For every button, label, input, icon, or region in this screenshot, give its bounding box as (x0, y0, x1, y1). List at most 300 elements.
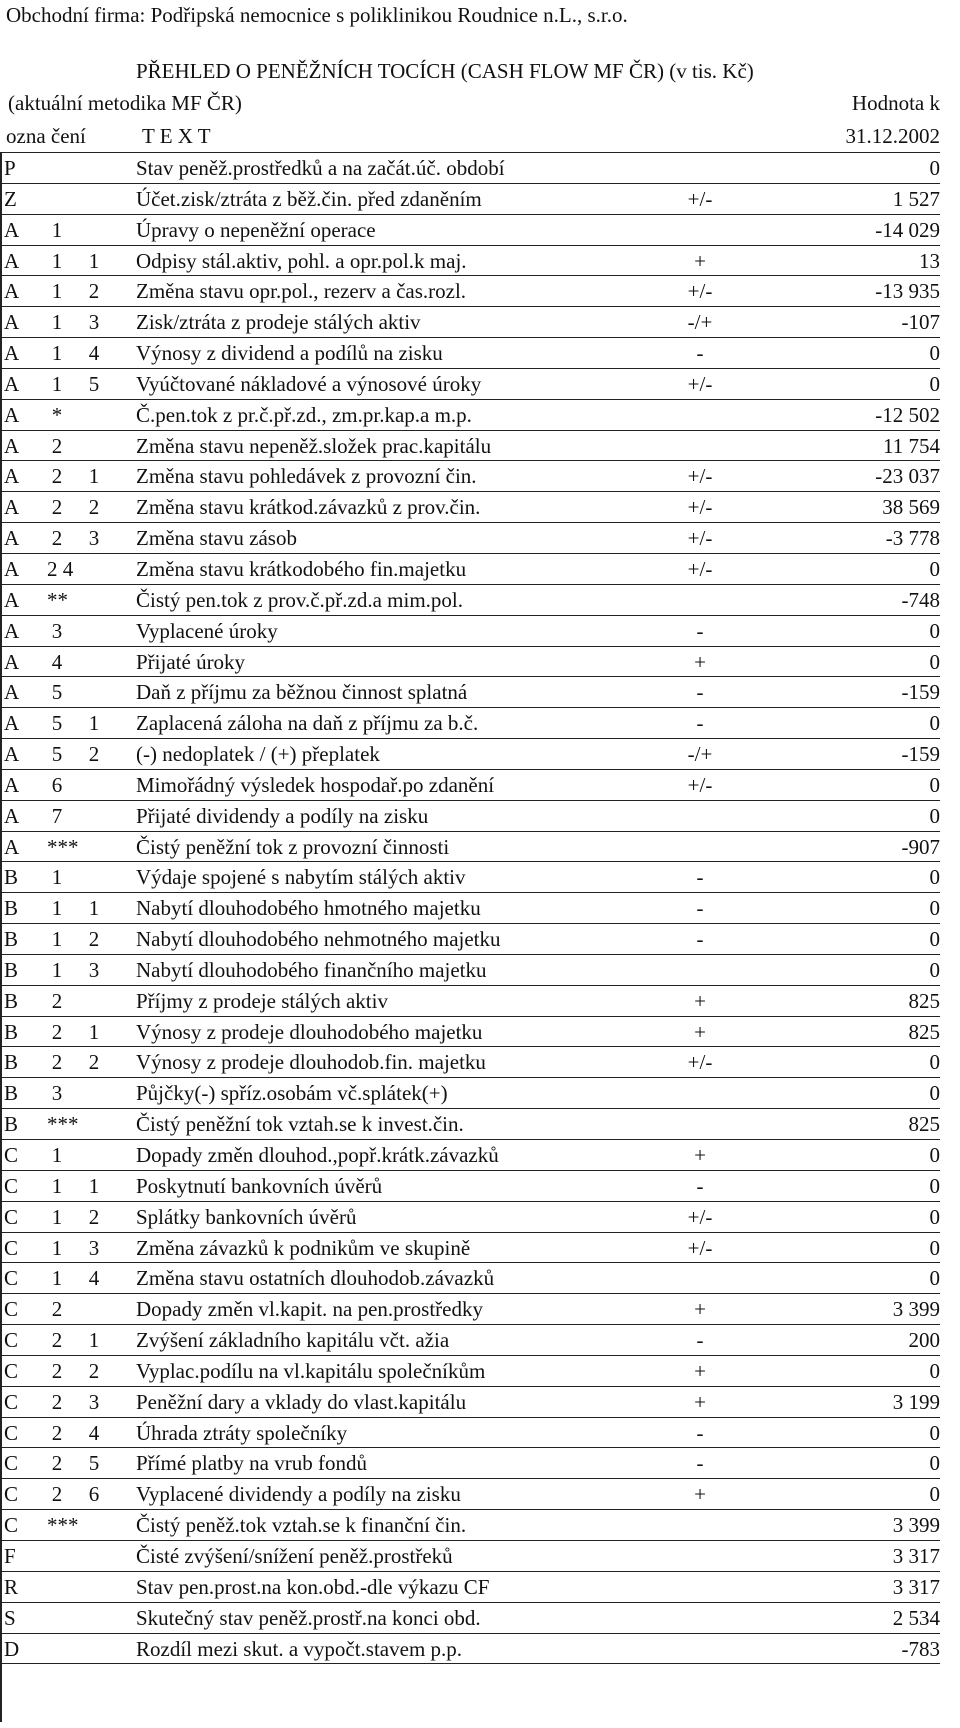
row-value: 0 (929, 711, 940, 736)
row-text: Výnosy z prodeje dlouhodobého majetku (136, 1019, 483, 1044)
table-row (0, 677, 940, 708)
row-code-1: 1 (51, 310, 63, 335)
row-value: 0 (929, 1173, 940, 1198)
code-column-label: ozna čení (6, 124, 86, 148)
table-row (0, 1294, 940, 1325)
row-type: F (4, 1543, 16, 1568)
row-type: A (4, 341, 20, 366)
row-code-1: 1 (51, 957, 63, 982)
row-sign: -/+ (687, 310, 713, 335)
row-type: A (4, 217, 20, 242)
table-row (0, 338, 940, 369)
row-sign: +/- (687, 526, 713, 551)
row-type: Z (4, 186, 17, 211)
row-code-2: 3 (88, 310, 100, 335)
row-text: Č.pen.tok z pr.č.př.zd., zm.pr.kap.a m.p. (136, 402, 472, 427)
row-type: A (4, 248, 20, 273)
row-text: Dopady změn vl.kapit. na pen.prostředky (136, 1297, 483, 1322)
row-value: 0 (929, 556, 940, 581)
row-sign: + (694, 649, 706, 674)
row-sign: -/+ (687, 742, 713, 767)
row-type: C (4, 1235, 19, 1260)
table-row (0, 153, 940, 184)
row-code-1: 2 (51, 464, 63, 489)
row-code-1: 1 (51, 927, 63, 952)
row-code-2: 3 (88, 1235, 100, 1260)
row-code-1: 7 (51, 803, 63, 828)
row-text: Přijaté úroky (136, 649, 246, 674)
row-type: C (4, 1482, 19, 1507)
row-text: Změna stavu pohledávek z provozní čin. (136, 464, 477, 489)
row-sign: - (696, 927, 704, 952)
row-text: Odpisy stál.aktiv, pohl. a opr.pol.k maj. (136, 248, 467, 273)
table-row (0, 708, 940, 739)
row-type: C (4, 1173, 19, 1198)
row-value: 3 317 (892, 1574, 940, 1599)
row-text: Zisk/ztráta z prodeje stálých aktiv (136, 310, 421, 335)
table-row (0, 1233, 940, 1264)
row-value: 2 534 (892, 1605, 940, 1630)
row-value: 0 (929, 927, 940, 952)
row-value: -13 935 (875, 279, 940, 304)
date-column-label: 31.12.2002 (845, 124, 940, 148)
row-code-1: *** (47, 1513, 79, 1538)
row-code-1: 5 (51, 711, 63, 736)
row-value: 3 399 (892, 1297, 940, 1322)
row-sign: - (696, 1328, 704, 1353)
row-code-1: 1 (51, 279, 63, 304)
table-row (0, 862, 940, 893)
table-row (0, 1171, 940, 1202)
row-value: 0 (929, 865, 940, 890)
table-row (0, 554, 940, 585)
row-code-2: 2 (88, 1050, 100, 1075)
table-row (0, 1541, 940, 1572)
row-text: Zaplacená záloha na daň z příjmu za b.č. (136, 711, 479, 736)
table-row (0, 461, 940, 492)
row-text: Nabytí dlouhodobého nehmotného majetku (136, 927, 501, 952)
row-text: Nabytí dlouhodobého finančního majetku (136, 957, 487, 982)
text-column-label: T E X T (142, 124, 211, 148)
row-value: 0 (929, 1204, 940, 1229)
row-code-1: 1 (51, 1143, 63, 1167)
table-row (0, 1047, 940, 1078)
table-row (0, 1418, 940, 1449)
row-sign: + (694, 1297, 706, 1322)
row-code-2: 3 (88, 1389, 100, 1414)
table-row (0, 739, 940, 770)
company-name: Obchodní firma: Podřipská nemocnice s poliklinikou Roudnice n.L., s.r.o. (6, 3, 628, 27)
row-value: 0 (929, 1420, 940, 1445)
row-value: -107 (901, 310, 940, 335)
row-text: (-) nedoplatek / (+) přeplatek (136, 742, 380, 767)
row-sign: + (694, 1389, 706, 1414)
table-row (0, 1140, 940, 1171)
table-row (0, 246, 940, 277)
row-value: 825 (908, 1019, 940, 1044)
row-text: Splátky bankovních úvěrů (136, 1204, 357, 1229)
row-type: S (4, 1605, 16, 1630)
table-row (0, 1109, 940, 1140)
table-row (0, 1510, 940, 1541)
row-type: B (4, 957, 19, 982)
row-text: Změna stavu krátkod.závazků z prov.čin. (136, 495, 481, 520)
table-row (0, 307, 940, 338)
table-row (0, 893, 940, 924)
row-value: 0 (929, 1266, 940, 1291)
row-sign: + (694, 1482, 706, 1507)
table-row (0, 1356, 940, 1387)
table-row (0, 832, 940, 863)
row-type: A (4, 464, 20, 489)
row-sign: - (696, 1173, 704, 1198)
row-type: A (4, 279, 20, 304)
row-type: C (4, 1328, 19, 1353)
table-row (0, 1572, 940, 1603)
row-code-1: 1 (51, 248, 63, 273)
value-column-label: Hodnota k (851, 91, 940, 115)
row-type: B (4, 1081, 19, 1106)
row-type: P (4, 156, 16, 180)
row-code-1: 1 (51, 341, 63, 366)
row-text: Vyúčtované nákladové a výnosové úroky (136, 371, 482, 396)
row-code-1: 1 (51, 1173, 63, 1198)
row-text: Účet.zisk/ztráta z běž.čin. před zdaněním (136, 186, 482, 211)
row-sign: + (694, 1019, 706, 1044)
table-row (0, 1017, 940, 1048)
row-text: Vyplacené úroky (136, 618, 278, 643)
row-value: 0 (929, 371, 940, 396)
row-sign: + (694, 1143, 706, 1167)
table-row (0, 431, 940, 462)
table-row (0, 492, 940, 523)
row-value: 0 (929, 156, 940, 180)
row-sign: +/- (687, 371, 713, 396)
table-row (0, 1479, 940, 1510)
table-row (0, 986, 940, 1017)
row-type: R (4, 1574, 19, 1599)
row-value: 0 (929, 618, 940, 643)
table-row (0, 1263, 940, 1294)
row-text: Stav pen.prost.na kon.obd.-dle výkazu CF (136, 1574, 490, 1599)
row-value: 0 (929, 1358, 940, 1383)
row-value: 13 (919, 248, 940, 273)
row-value: -159 (901, 680, 940, 705)
row-text: Vyplacené dividendy a podíly na zisku (136, 1482, 461, 1507)
row-text: Mimořádný výsledek hospodař.po zdanění (136, 772, 495, 797)
row-value: 0 (929, 896, 940, 921)
row-code-1: 2 (51, 988, 63, 1013)
table-row (0, 1448, 940, 1479)
row-text: Vyplac.podílu na vl.kapitálu společníkům (136, 1358, 486, 1383)
row-code-1: *** (47, 1112, 79, 1137)
row-code-2: 2 (88, 927, 100, 952)
row-sign: - (696, 341, 704, 366)
row-text: Čistý peněž.tok vztah.se k finanční čin. (136, 1513, 467, 1538)
row-code-2: 2 (88, 742, 100, 767)
row-code-1: 3 (51, 618, 63, 643)
row-text: Úpravy o nepeněžní operace (136, 217, 376, 242)
row-type: A (4, 772, 20, 797)
table-row (0, 585, 940, 616)
row-code-1: 1 (51, 371, 63, 396)
row-type: A (4, 803, 20, 828)
row-code-2: 1 (88, 464, 100, 489)
statement-title: PŘEHLED O PENĚŽNÍCH TOCÍCH (CASH FLOW MF ČR) (v tis. Kč) (136, 59, 754, 83)
row-type: A (4, 587, 20, 612)
row-text: Peněžní dary a vklady do vlast.kapitálu (136, 1389, 467, 1414)
row-code-1: 1 (51, 1204, 63, 1229)
row-value: -14 029 (875, 217, 940, 242)
row-code-1: 1 (51, 865, 63, 890)
row-value: 3 199 (892, 1389, 940, 1414)
row-code-2: 4 (88, 341, 100, 366)
table-row (0, 1325, 940, 1356)
row-text: Čistý peněžní tok vztah.se k invest.čin. (136, 1112, 464, 1137)
row-text: Stav peněž.prostředků a na začát.úč. období (136, 156, 505, 180)
row-sign: +/- (687, 186, 713, 211)
row-code-2: 1 (88, 1019, 100, 1044)
row-code-1: 2 (51, 526, 63, 551)
row-type: A (4, 433, 20, 458)
row-sign: - (696, 1420, 704, 1445)
row-type: A (4, 371, 20, 396)
row-text: Změna závazků k podnikům ve skupině (136, 1235, 471, 1260)
table-row (0, 369, 940, 400)
row-value: -3 778 (885, 526, 940, 551)
row-type: C (4, 1420, 19, 1445)
table-row (0, 801, 940, 832)
row-text: Změna stavu opr.pol., rezerv a čas.rozl. (136, 279, 467, 304)
row-code-2: 5 (88, 371, 100, 396)
row-code-1: 6 (51, 772, 63, 797)
row-sign: - (696, 896, 704, 921)
row-sign: - (696, 618, 704, 643)
row-sign: - (696, 680, 704, 705)
row-sign: - (696, 711, 704, 736)
row-sign: + (694, 1358, 706, 1383)
row-code-1: 2 (51, 1451, 63, 1476)
row-code-2: 3 (88, 526, 100, 551)
row-code-1: 1 (51, 1235, 63, 1260)
row-code-2: 5 (88, 1451, 100, 1476)
row-value: 0 (929, 1451, 940, 1476)
table-row (0, 215, 940, 246)
methodology-label: (aktuální metodika MF ČR) (8, 91, 242, 115)
row-text: Zvýšení základního kapitálu včt. ažia (136, 1328, 450, 1353)
row-type: C (4, 1143, 19, 1167)
row-value: 0 (929, 1050, 940, 1075)
row-code-1: 5 (51, 742, 63, 767)
table-row (0, 616, 940, 647)
row-code-1: 2 (51, 1358, 63, 1383)
row-type: A (4, 649, 20, 674)
row-type: B (4, 927, 19, 952)
row-code-1: 2 (51, 495, 63, 520)
row-value: 0 (929, 803, 940, 828)
row-value: 200 (908, 1328, 940, 1353)
row-value: 0 (929, 341, 940, 366)
row-sign: +/- (687, 1050, 713, 1075)
row-sign: +/- (687, 464, 713, 489)
row-text: Změna stavu ostatních dlouhodob.závazků (136, 1266, 495, 1291)
row-type: C (4, 1204, 19, 1229)
table-row (0, 647, 940, 678)
row-value: 0 (929, 957, 940, 982)
row-text: Čisté zvýšení/snížení peněž.prostřeků (136, 1543, 453, 1568)
row-value: -159 (901, 742, 940, 767)
row-code-2: 1 (88, 1173, 100, 1198)
header-row-1 (0, 88, 940, 119)
table-row (0, 955, 940, 986)
row-value: 0 (929, 1143, 940, 1167)
row-value: -907 (901, 834, 940, 859)
row-code-1: 5 (51, 680, 63, 705)
row-type: A (4, 526, 20, 551)
row-code-2: 4 (88, 1266, 100, 1291)
row-type: A (4, 680, 20, 705)
row-text: Výnosy z dividend a podílů na zisku (136, 341, 443, 366)
row-value: 1 527 (892, 186, 940, 211)
table-row (0, 400, 940, 431)
row-code-1: 3 (51, 1081, 63, 1106)
row-text: Výnosy z prodeje dlouhodob.fin. majetku (136, 1050, 486, 1075)
row-value: -783 (901, 1636, 940, 1661)
row-text: Nabytí dlouhodobého hmotného majetku (136, 896, 481, 921)
row-value: 0 (929, 1235, 940, 1260)
row-type: B (4, 988, 19, 1013)
row-code-1: 2 (51, 1297, 63, 1322)
row-code-1: ** (47, 587, 68, 612)
row-sign: +/- (687, 556, 713, 581)
table-row (0, 924, 940, 955)
table-row (0, 276, 940, 307)
row-code-2: 2 (88, 279, 100, 304)
row-type: C (4, 1451, 19, 1476)
row-code-1: *** (47, 834, 79, 859)
row-text: Daň z příjmu za běžnou činnost splatná (136, 680, 468, 705)
row-type: A (4, 495, 20, 520)
row-text: Půjčky(-) spříz.osobám vč.splátek(+) (136, 1081, 448, 1106)
row-code-1: 2 (51, 1389, 63, 1414)
row-code-2: 1 (88, 896, 100, 921)
row-type: A (4, 834, 20, 859)
row-code-2: 6 (88, 1482, 100, 1507)
row-type: A (4, 618, 20, 643)
row-sign: - (696, 865, 704, 890)
row-type: B (4, 1050, 19, 1075)
row-value: -23 037 (875, 464, 940, 489)
row-code-1: 1 (51, 896, 63, 921)
table-row (0, 1078, 940, 1109)
row-type: D (4, 1636, 20, 1661)
table-row (0, 1202, 940, 1233)
table-row (0, 1634, 940, 1665)
table-row (0, 1603, 940, 1634)
row-value: -12 502 (875, 402, 940, 427)
row-type: A (4, 310, 20, 335)
row-sign: - (696, 1451, 704, 1476)
table-row (0, 1387, 940, 1418)
row-type: B (4, 1019, 19, 1044)
row-text: Dopady změn dlouhod.,popř.krátk.závazků (136, 1143, 499, 1167)
row-text: Poskytnutí bankovních úvěrů (136, 1173, 383, 1198)
row-type: C (4, 1389, 19, 1414)
row-text: Čistý pen.tok z prov.č.př.zd.a mim.pol. (136, 587, 463, 612)
header-row-2 (0, 121, 940, 152)
row-text: Rozdíl mezi skut. a vypočt.stavem p.p. (136, 1636, 463, 1661)
row-value: 11 754 (883, 433, 940, 458)
row-sign: +/- (687, 1204, 713, 1229)
row-value: 0 (929, 649, 940, 674)
row-code-2: 2 (88, 1204, 100, 1229)
row-code-1: 2 (51, 1050, 63, 1075)
row-code-2: 4 (88, 1420, 100, 1445)
row-text: Příjmy z prodeje stálých aktiv (136, 988, 388, 1013)
row-sign: +/- (687, 279, 713, 304)
row-value: 0 (929, 1482, 940, 1507)
table-row (0, 523, 940, 554)
row-type: C (4, 1513, 19, 1538)
row-code-2: 3 (88, 957, 100, 982)
row-type: A (4, 711, 20, 736)
row-text: Čistý peněžní tok z provozní činnosti (136, 834, 450, 859)
row-text: Změna stavu nepeněž.složek prac.kapitálu (136, 433, 492, 458)
row-value: 38 569 (882, 495, 940, 520)
row-text: Výdaje spojené s nabytím stálých aktiv (136, 865, 466, 890)
row-code-1: 2 (51, 433, 63, 458)
row-type: B (4, 865, 19, 890)
row-text: Změna stavu zásob (136, 526, 297, 551)
row-sign: +/- (687, 772, 713, 797)
row-type: C (4, 1358, 19, 1383)
row-value: 3 399 (892, 1513, 940, 1538)
row-code-2: 1 (88, 1328, 100, 1353)
row-sign: +/- (687, 495, 713, 520)
row-code-1: 2 (51, 1019, 63, 1044)
row-text: Přijaté dividendy a podíly na zisku (136, 803, 429, 828)
row-type: C (4, 1266, 19, 1291)
row-type: B (4, 1112, 19, 1137)
row-code-1: 2 (51, 1420, 63, 1445)
row-type: B (4, 896, 19, 921)
row-value: 3 317 (892, 1543, 940, 1568)
row-sign: +/- (687, 1235, 713, 1260)
row-code-2: 2 (88, 1358, 100, 1383)
row-type: A (4, 402, 20, 427)
row-code-2: 2 (88, 495, 100, 520)
row-type: C (4, 1297, 19, 1322)
row-text: Přímé platby na vrub fondů (136, 1451, 367, 1476)
row-type: A (4, 742, 20, 767)
row-text: Změna stavu krátkodobého fin.majetku (136, 556, 467, 581)
row-code-2: 1 (88, 248, 100, 273)
row-text: Skutečný stav peněž.prostř.na konci obd. (136, 1605, 481, 1630)
row-value: 0 (929, 772, 940, 797)
row-code-1: 1 (51, 217, 63, 242)
table-row (0, 770, 940, 801)
row-value: 825 (908, 988, 940, 1013)
row-value: 0 (929, 1081, 940, 1106)
row-code-1: 1 (51, 1266, 63, 1291)
row-code-2: 1 (88, 711, 100, 736)
row-code-1: 4 (51, 649, 63, 674)
row-code-1: 2 (51, 1328, 63, 1353)
row-type: A (4, 556, 20, 581)
row-code-1: 2 (51, 1482, 63, 1507)
table-body (0, 152, 940, 1664)
row-value: -748 (901, 587, 940, 612)
